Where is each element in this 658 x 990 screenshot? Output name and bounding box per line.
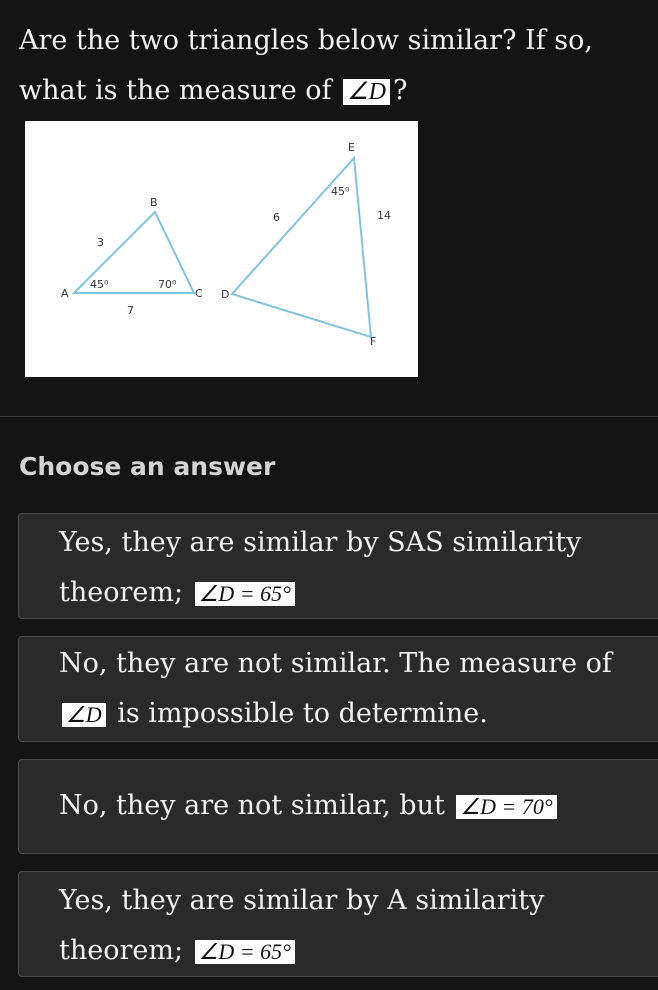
angle-e-label: 45⁰ [331,185,350,198]
question-prompt: Are the two triangles below similar? If so, what is the measure of [19,25,593,106]
vertex-b-label: B [150,196,158,209]
vertex-e-label: E [348,141,355,154]
vertex-a-label: A [61,287,69,300]
answer-option-math: ∠D = 65° [195,940,295,964]
triangle-def [232,158,371,337]
side-ab-label: 3 [97,236,104,249]
answer-option-text-continued: is impossible to determine. [117,698,488,729]
answer-option-math: ∠D [62,703,106,727]
vertex-c-label: C [195,287,203,300]
answer-option-4[interactable] [18,871,658,977]
vertex-f-label: F [370,335,377,348]
answer-option-1[interactable] [18,513,658,619]
answer-option-math: ∠D = 70° [456,795,556,819]
angle-a-label: 45⁰ [90,278,109,291]
answer-option-text: No, they are not similar, but [59,790,445,821]
side-ef-label: 14 [377,209,391,222]
answer-option-2[interactable] [18,636,658,742]
triangles-diagram [25,121,418,377]
answer-option-math: ∠D = 65° [195,582,295,606]
choose-answer-heading: Choose an answer [19,452,276,481]
answer-option-text: Yes, they are similar by SAS similarity theorem; [59,527,582,608]
triangles-figure [25,121,418,377]
vertex-d-label: D [221,288,230,301]
angle-d-math: ∠D [343,79,390,105]
answer-option-3[interactable] [18,759,658,854]
side-ac-label: 7 [127,304,134,317]
answer-option-text: Yes, they are similar by A similarity theorem; [59,885,545,966]
section-divider [0,416,658,417]
question-text [19,16,639,116]
side-de-label: 6 [273,211,280,224]
question-mark: ? [393,75,408,106]
angle-c-label: 70⁰ [158,278,177,291]
answer-option-text: No, they are not similar. The measure of [59,648,612,679]
